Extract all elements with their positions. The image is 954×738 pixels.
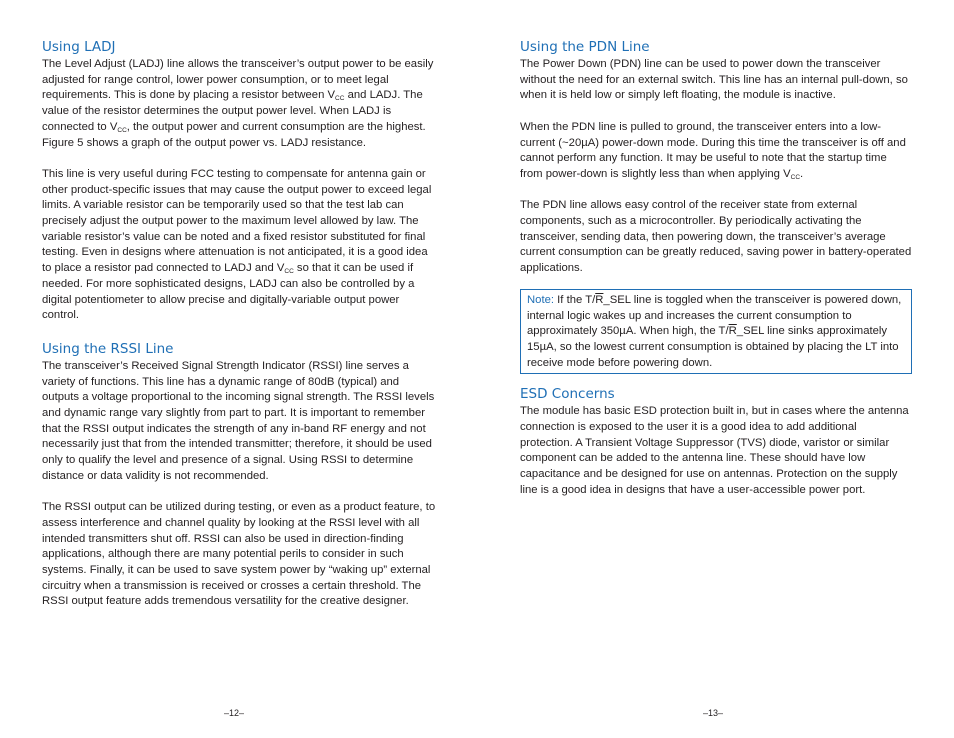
- rssi-paragraph-1: The transceiver’s Received Signal Strength Indicator (RSSI) line serves a variety of functions. This line has a dynamic range of 80dB (typical) and outputs a voltage proportional to the incoming signal strength. The RSSI levels and dynamic range vary slightly from part to part. It is important to remember that the RSSI output indicates the strength of any in-band RF energy and not necessarily just that from the intended transmitter; therefore, it should be used only to qualify the level and presence of a signal. Using RSSI to determine distance or data validity is not recommended.: [42, 359, 435, 482]
- note-label: Note:: [527, 293, 555, 306]
- note-box: [520, 289, 912, 375]
- page-number-left: –12–: [224, 708, 245, 718]
- pdn-paragraph-1: The Power Down (PDN) line can be used to power down the transceiver without the need for an external switch. This line has an internal pull-down, so when it is held low or simply left floating, the module is inactive.: [520, 58, 908, 102]
- esd-paragraph-1: The module has basic ESD protection built in, but in cases where the antenna connection is exposed to the user it is a good idea to add additional protection. A Transient Voltage Suppressor (TVS) diode, varistor or similar component can be added to the antenna line. These should have low capacitance and be designed for use on antennas. Protection on the supply line is a good idea in designs that have a user-accessible power port.: [520, 405, 909, 496]
- pdn-paragraph-3: The PDN line allows easy control of the receiver state from external components, such as a microcontroller. By periodically activating the transceiver, sending data, then powering down, the transceiver’s average current consumption can be greatly reduced, saving power in battery-operated applications.: [520, 199, 912, 275]
- paragraph-gap: [520, 183, 912, 199]
- page-number-right: –13–: [703, 708, 724, 718]
- esd-heading: ESD Concerns: [520, 386, 615, 403]
- rssi-paragraph-2: The RSSI output can be utilized during testing, or even as a product feature, to assess interference and channel quality by looking at the RSSI level with all intended transmitters shut off. RSSI can also be used in direction-finding applications, although there are many potential perils to consider in such systems. Finally, it can be used to save system power by “waking up” external circuitry when a transmission is received or crosses a certain threshold. The RSSI output feature adds tremendous versatility for the creative designer.: [42, 501, 436, 608]
- ladj-heading: Using LADJ: [42, 39, 116, 55]
- paragraph-gap: [42, 485, 438, 501]
- paragraph-gap: [42, 151, 438, 167]
- note-gap: [520, 277, 912, 289]
- ladj-paragraph-1: The Level Adjust (LADJ) line allows the transceiver’s output power to be easily adjusted for range control, lower power consumption, or to meet legal requirements. This is done by placing a resistor between $V_{CC}$ and LADJ. The value of the resistor determines the output power level. When LADJ is connected to $V_{CC}$, the output power and current consumption are the highest. Figure 5 shows a graph of the output power vs. LADJ resistance.: [42, 58, 434, 149]
- left-page-column: [42, 38, 438, 610]
- right-page-column: [520, 38, 912, 499]
- pdn-paragraph-2: When the PDN line is pulled to ground, the transceiver enters into a low-current (~20µA) power-down mode. During this time the transceiver is off and cannot perform any function. It may be useful to note that the startup time from power-down is slightly less than when applying $V_{CC}$.: [520, 120, 906, 181]
- ladj-paragraph-2: This line is very useful during FCC testing to compensate for antenna gain or other product-specific issues that may cause the output power to exceed legal limits. A variable resistor can be temporarily used so that the test lab can precisely adjust the output power to the maximum level allowed by law. The variable resistor’s value can be noted and a fixed resistor substituted for final testing. Even in designs where attenuation is not anticipated, it is a good idea to place a resistor pad connected to LADJ and $V_{CC}$ so that it can be used if needed. For more sophisticated designs, LADJ can also be controlled by a digital potentiometer to allow precise and digitally-variable output power control.: [42, 167, 432, 322]
- pdn-heading: Using the PDN Line: [520, 39, 650, 55]
- note-text: Note: If the $T/\overline{R}\_SEL$ line is toggled when the transceiver is powered down, internal logic wakes up and increases the current consumption to approximately 350µA. When high, the $T/\overline{R}\_SEL$ line sinks approximately 15µA, so the lowest current consumption is obtained by placing the LT into receive mode before powering down.: [527, 293, 902, 369]
- paragraph-gap: [520, 104, 912, 120]
- rssi-heading: Using the RSSI Line: [42, 340, 174, 357]
- section-gap: [520, 374, 912, 385]
- section-gap: [42, 324, 438, 340]
